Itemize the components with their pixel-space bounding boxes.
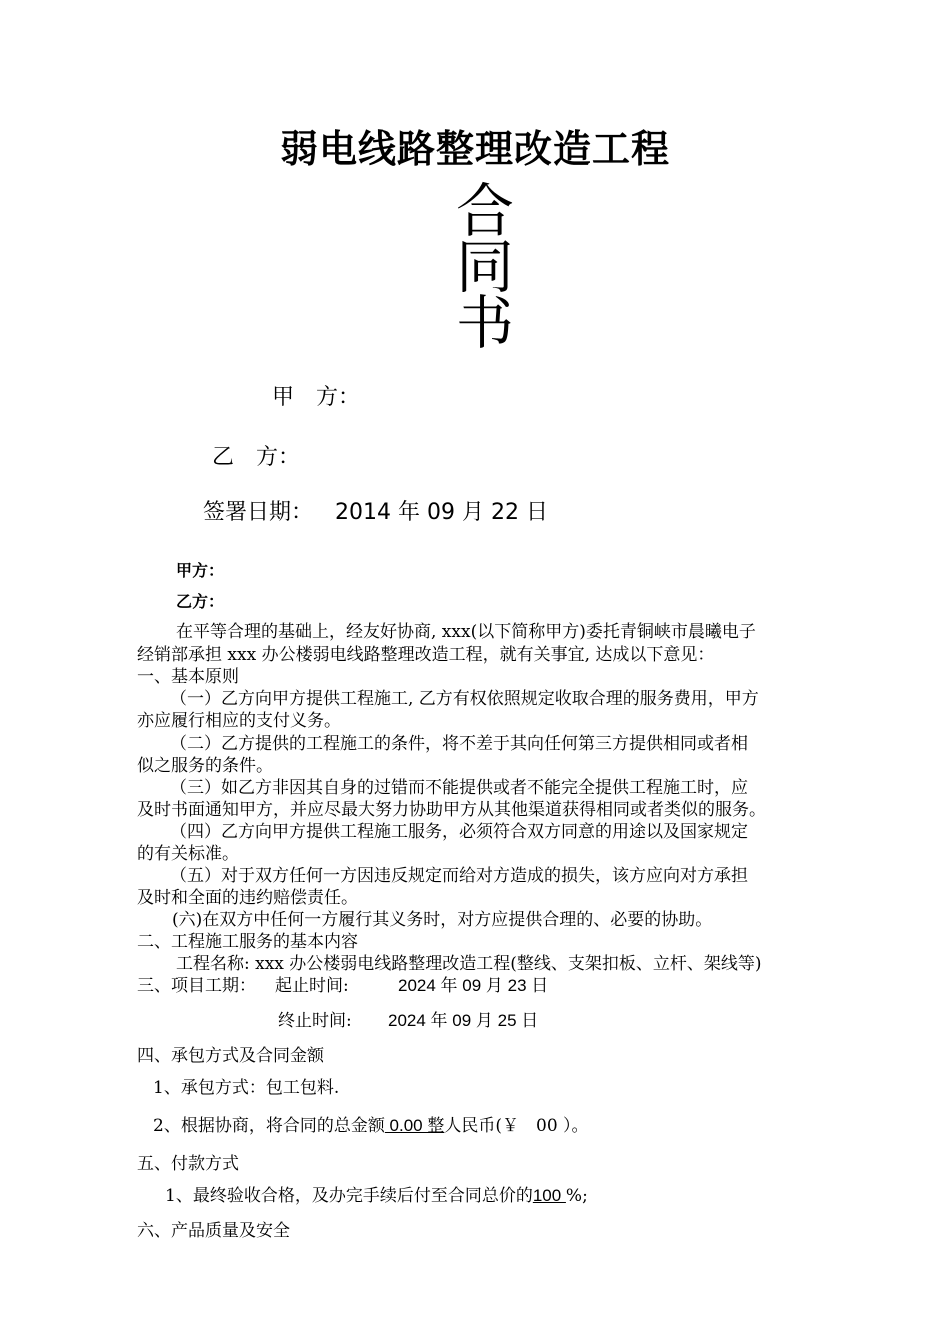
contract-char-3: 书 — [455, 289, 514, 357]
section-1-item-1-line-2: 亦应履行相应的支付义务。 — [137, 711, 341, 731]
section-1-item-2-line-2: 似之服务的条件。 — [137, 756, 273, 776]
section-1-item-2-line-1: （二）乙方提供的工程施工的条件，将不差于其向任何第三方提供相同或者相 — [170, 734, 748, 754]
cover-party-b: 乙 方： — [212, 445, 301, 470]
cover-party-a: 甲 方： — [272, 385, 361, 410]
party-a-label: 甲方： — [176, 561, 225, 580]
end-time-value: 2024 年 09 月 25 日 — [388, 1011, 539, 1030]
contract-amount-line — [153, 1115, 589, 1137]
section-1-heading: 一、基本原则 — [137, 667, 239, 687]
payment-prefix: 1、最终验收合格，及办完手续后付至合同总价的 — [165, 1186, 533, 1206]
section-1-item-3-line-2: 及时书面通知甲方，并应尽最大努力协助甲方从其他渠道获得相同或者类似的服务。 — [137, 800, 766, 820]
section-1-item-5-line-2: 及时和全面的违约赔偿责任。 — [137, 888, 358, 908]
sign-date-value: 2014 年 09 月 22 日 — [335, 500, 548, 525]
payment-line — [165, 1185, 588, 1207]
section-2-heading: 二、工程施工服务的基本内容 — [137, 932, 358, 952]
section-6-heading: 六、产品质量及安全 — [137, 1221, 290, 1241]
intro-line-1: 在平等合理的基础上，经友好协商, xxx(以下简称甲方)委托青铜峡市晨曦电子 — [176, 622, 756, 642]
contract-char-1: 合 — [455, 177, 514, 245]
section-1-item-6: (六)在双方中任何一方履行其义务时，对方应提供合理的、必要的协助。 — [172, 910, 713, 930]
payment-percent: 100 — [532, 1186, 566, 1205]
contract-amount-prefix: 2、根据协商，将合同的总金额 — [153, 1116, 385, 1136]
contract-amount-value: 0.00 整 — [384, 1116, 445, 1135]
start-time-value: 2024 年 09 月 23 日 — [398, 976, 549, 995]
sign-date-label: 签署日期： — [203, 500, 314, 525]
project-name: 工程名称: xxx 办公楼弱电线路整理改造工程(整线、支架扣板、立杆、架线等) — [176, 954, 762, 974]
section-1-item-4-line-1: （四）乙方向甲方提供工程施工服务，必须符合双方同意的用途以及国家规定 — [170, 822, 748, 842]
section-1-item-4-line-2: 的有关标准。 — [137, 844, 239, 864]
payment-suffix: %; — [565, 1186, 588, 1206]
section-1-item-5-line-1: （五）对于双方任何一方因违反规定而给对方造成的损失，该方应向对方承担 — [170, 866, 748, 886]
contract-char-2: 同 — [455, 233, 514, 301]
contract-amount-suffix: 人民币(￥ 00 ）。 — [444, 1116, 589, 1136]
section-1-item-3-line-1: （三）如乙方非因其自身的过错而不能提供或者不能完全提供工程施工时，应 — [170, 778, 748, 798]
party-b-label: 乙方： — [176, 592, 225, 611]
start-time-label: 起止时间: — [275, 976, 349, 996]
section-4-heading: 四、承包方式及合同金额 — [137, 1046, 324, 1066]
document-title: 弱电线路整理改造工程 — [279, 127, 670, 171]
contracting-method: 1、承包方式：包工包料. — [153, 1078, 340, 1098]
section-1-item-1-line-1: （一）乙方向甲方提供工程施工, 乙方有权依照规定收取合理的服务费用，甲方 — [170, 689, 759, 709]
end-time-label: 终止时间: — [278, 1011, 352, 1031]
section-3-heading: 三、项目工期： — [137, 976, 256, 996]
intro-line-2: 经销部承担 xxx 办公楼弱电线路整理改造工程，就有关事宜, 达成以下意见： — [137, 645, 715, 665]
section-5-heading: 五、付款方式 — [137, 1154, 239, 1174]
